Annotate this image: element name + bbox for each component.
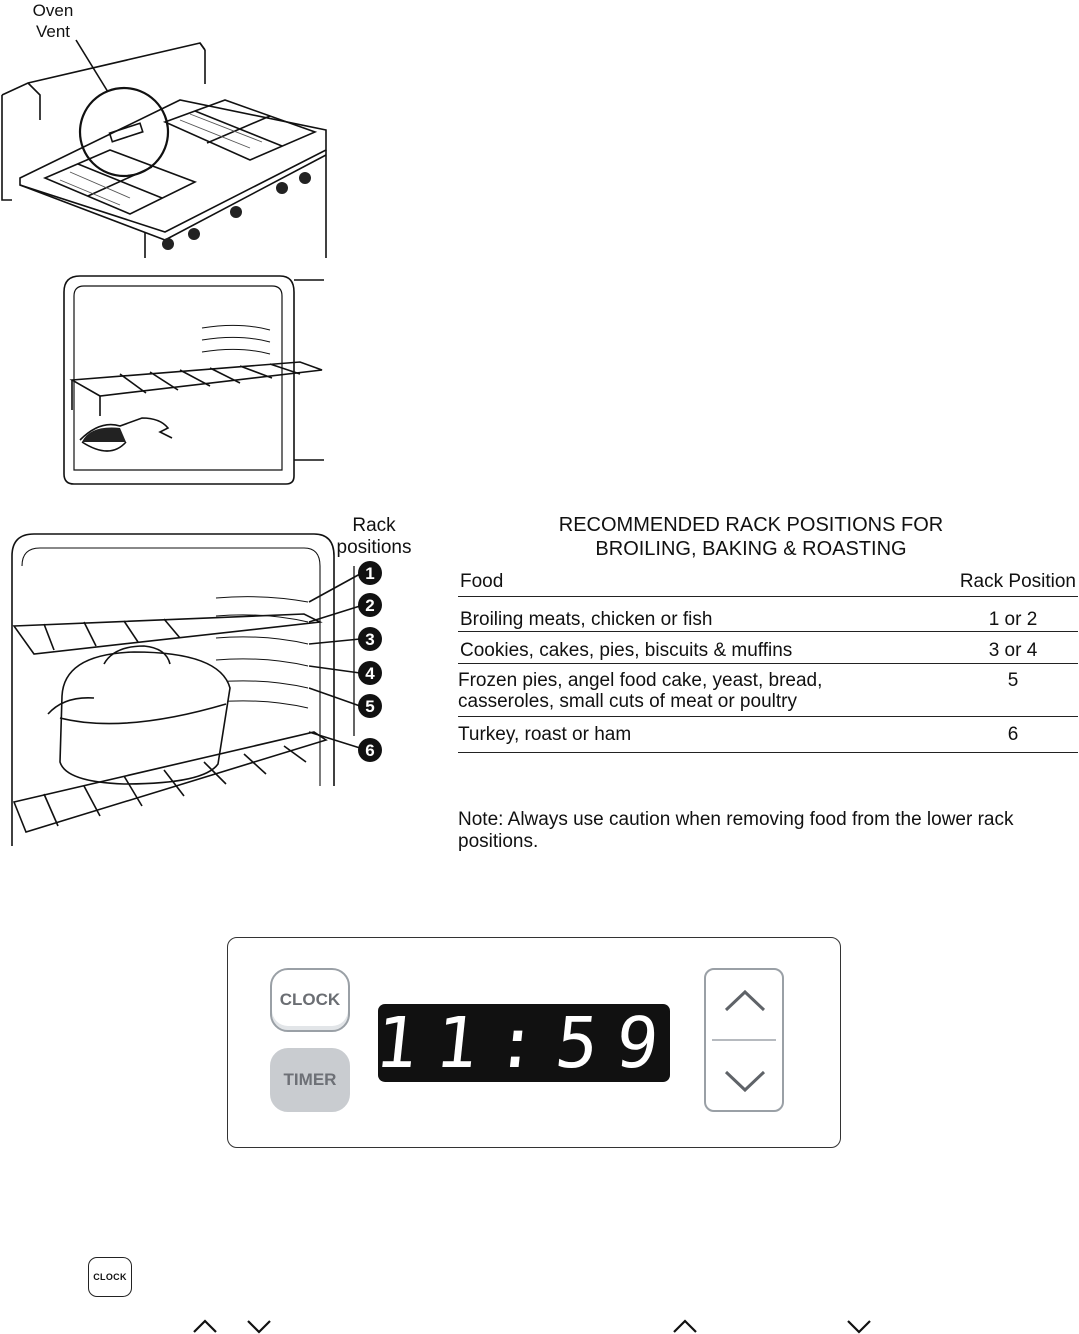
chevron-down-icon — [846, 1318, 872, 1334]
table-header — [458, 568, 1078, 597]
svg-text:6: 6 — [365, 741, 375, 760]
row-position: 3 or 4 — [988, 640, 1038, 661]
chevron-up-icon — [192, 1318, 218, 1334]
divider — [712, 1039, 776, 1041]
rack-number-6 — [358, 738, 382, 762]
svg-text:1: 1 — [365, 564, 375, 583]
rack-number-3 — [358, 627, 382, 651]
svg-text:11:59: 11:59 — [378, 1004, 670, 1082]
row-food: Frozen pies, angel food cake, yeast, bread, casseroles, small cuts of meat or poultry — [458, 670, 823, 712]
table-row — [458, 663, 1078, 717]
rack-removal-illustration — [60, 270, 328, 492]
table-row — [458, 631, 1078, 664]
row-position: 6 — [1007, 724, 1019, 745]
timer-button[interactable]: TIMER — [270, 1048, 350, 1112]
rack-positions-illustration — [4, 526, 394, 848]
chevron-up-icon[interactable] — [722, 986, 768, 1016]
svg-text:4: 4 — [365, 664, 375, 683]
row-food: Cookies, cakes, pies, biscuits & muffins — [460, 640, 793, 661]
oven-vent-label: Oven Vent — [32, 1, 74, 41]
svg-text:3: 3 — [365, 630, 375, 649]
row-position: 1 or 2 — [988, 609, 1038, 630]
rack-number-2 — [358, 593, 382, 617]
time-display — [378, 1004, 670, 1082]
rack-positions-label: Rack positions — [336, 515, 412, 558]
table-row — [458, 600, 1078, 632]
row-position: 5 — [1007, 670, 1019, 691]
chevron-up-icon — [672, 1318, 698, 1334]
clock-button[interactable]: CLOCK — [270, 968, 350, 1032]
clock-key-icon: CLOCK — [88, 1257, 132, 1297]
rack-number-5 — [358, 694, 382, 718]
caution-note: Note: Always use caution when removing food from the lower rack positions. — [458, 809, 1014, 852]
chevron-down-icon — [246, 1318, 272, 1334]
rack-number-4 — [358, 661, 382, 685]
range-top-illustration — [0, 0, 330, 258]
row-food: Turkey, roast or ham — [458, 724, 632, 745]
up-down-control — [704, 968, 784, 1112]
table-row — [458, 716, 1078, 753]
time-display-digits — [378, 1004, 670, 1082]
rack-number-1 — [358, 561, 382, 585]
chevron-down-icon[interactable] — [722, 1066, 768, 1096]
row-food: Broiling meats, chicken or fish — [460, 609, 713, 630]
table-title: RECOMMENDED RACK POSITIONS FOR BROILING, BAKING & ROASTING — [558, 514, 944, 560]
svg-text:5: 5 — [365, 697, 375, 716]
control-panel — [227, 937, 841, 1148]
header-rack-position: Rack Position — [959, 571, 1076, 592]
svg-text:2: 2 — [365, 596, 375, 615]
header-food: Food — [460, 571, 504, 592]
rack-number-bubbles — [356, 558, 386, 768]
